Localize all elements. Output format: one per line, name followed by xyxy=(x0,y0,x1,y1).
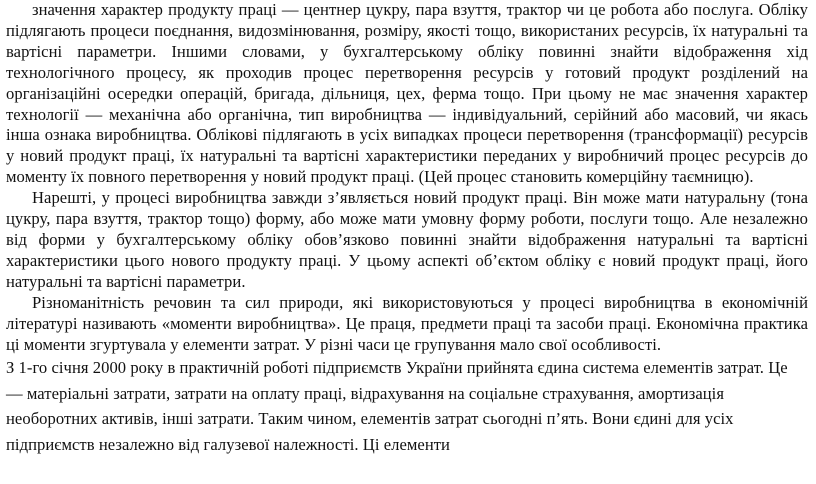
paragraph-process-accounting: значення характер продукту праці — центнер цукру, пара взуття, трактор чи це робота або послуга. Обліку підлягають процеси поєднання, видозмінювання, розміру, якості тощо, використаних ресурсів, їх натуральні та вартісні параметри. Іншими словами, у бухгалтерському обліку повинні знайти відображення хід технологічного процесу, як проходив процес перетворення ресурсів у готовий продукт розділений на організаційні осередки операцій, бригада, дільниця, цех, ферма тощо. При цьому не має значення характер технології — механічна або органічна, тип виробництва — індивідуальний, серійний або масовий, чи якась інша ознака виробництва. Облікові підлягають в усіх випадках процеси перетворення (трансформації) ресурсів у новий продукт праці, їх натуральні та вартісні характеристики переданих у виробничий процес ресурсів до моменту їх повного перетворення у новий продукт праці. (Цей процес становить комерційну таємницю). xyxy=(6,0,808,187)
paragraph-cost-elements: З 1-го січня 2000 року в практичній роботі підприємств України прийнята єдина система елементів затрат. Це — матеріальні затрати, затрати на оплату праці, відрахування на соціальне страхування, амортизація необоротних активів, інші затрати. Таким чином, елементів затрат сьогодні п’ять. Вони єдині для усіх підприємств незалежно від галузевої належності. Ці елементи xyxy=(6,358,788,454)
paragraph-new-product: Нарешті, у процесі виробництва завжди з’являється новий продукт праці. Він може мати натуральну (тона цукру, пара взуття, трактор тощо) форму, або може мати умовну форму роботи, послуги тощо. Але незалежно від форми у бухгалтерському обліку обов’язково повинні знайти відображення натуральні та вартісні характеристики цього нового продукту праці. У цьому аспекті об’єктом обліку є новий продукт праці, його натуральні та вартісні параметри. xyxy=(6,188,808,291)
paragraph-production-moments: Різноманітність речовин та сил природи, які використовуються у процесі виробництва в економічній літературі називають «моменти виробництва». Це праця, предмети праці та засоби праці. Економічна практика ці моменти згуртувала у елементи затрат. У різні часи це групування мало свої особливості. xyxy=(6,292,808,354)
